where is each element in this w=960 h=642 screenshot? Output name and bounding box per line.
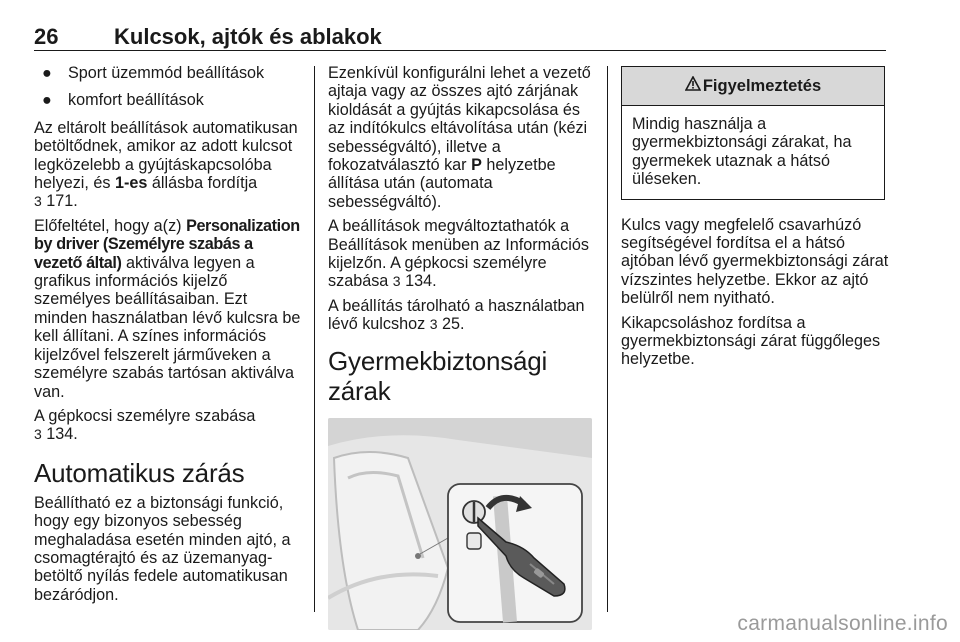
reference-arrow-icon: 3: [34, 426, 42, 443]
paragraph: A gépkocsi személyre szabása 3 134.: [34, 406, 256, 444]
bullet-icon: ●: [42, 91, 52, 110]
reference-arrow-icon: 3: [429, 316, 438, 333]
list-item: ● komfort beállítások: [42, 91, 204, 110]
reference-arrow-icon: 3: [392, 273, 401, 290]
section-heading-auto-lock: Automatikus zárás: [34, 457, 245, 488]
paragraph: Az eltárolt beállítások automatikusan betöltődnek, amikor az adott kulcsot legközelebb a gyújtáskapcsolóba helyezi, és 1-es állásba fordítja 3 171.: [34, 118, 298, 211]
column-divider-1: [314, 66, 315, 612]
paragraph: A beállítások megváltoztathatók a Beállítások menüben az Információs kijelzőn. A gépkocsi személyre szabása 3 134.: [328, 217, 589, 291]
warning-header: [622, 67, 884, 106]
chapter-title: Kulcsok, ajtók és ablakok: [114, 24, 382, 49]
warning-body: Mindig használja a gyermekbiztonsági zárakat, ha gyermekek utaznak a hátsó üléseken.: [632, 115, 852, 189]
child-lock-illustration: [328, 418, 592, 630]
settings-list: [34, 64, 302, 110]
paragraph: A beállítás tárolható a használatban lévő kulcshoz 3 25.: [328, 296, 585, 334]
child-lock-drawing: [328, 418, 592, 630]
paragraph: Beállítható ez a biztonsági funkció, hogy egy bizonyos sebesség meghaladása esetén minden ajtó, a csomagtérajtó és az üzemanyag-betöltő nyílás fedele automatikusan bezáródjon.: [34, 493, 291, 604]
page-number: 26: [34, 24, 59, 49]
warning-title: Figyelmeztetés: [702, 76, 822, 95]
paragraph: Kikapcsoláshoz fordítsa a gyermekbiztonsági zárat függőleges helyzetbe.: [621, 313, 881, 369]
section-heading-child-locks: Gyermekbiztonsági zárak: [328, 345, 548, 406]
column-3: [621, 64, 891, 375]
column-divider-2: [607, 66, 608, 612]
page-reference-link[interactable]: 3 134.: [34, 425, 78, 444]
page-reference-link[interactable]: 3 25.: [429, 315, 465, 334]
paragraph: Ezenkívül konfigurálni lehet a vezető ajtaja vagy az összes ajtó zárjának kioldását a gyújtás kikapcsolása és az indítókulcs eltávolítása után (kézi sebességváltó), illetve a fokozatválasztó kar P helyzetbe állítása után (automata sebességváltó).: [328, 64, 591, 211]
paragraph: Előfeltétel, hogy a(z) Personalization by driver (Személyre szabás a vezető által) aktiválva legyen a grafikus információs kijelző személyes beállításaiban. Ezt minden használatban lévő kulcsra be kell állítani. A színes információs kijelzővel felszerelt járműveken a személyre szabás tartósan aktiválva van.: [34, 216, 301, 401]
bullet-icon: ●: [42, 64, 52, 82]
column-2: [328, 64, 596, 630]
reference-arrow-icon: 3: [34, 193, 42, 210]
paragraph: Kulcs vagy megfelelő csavarhúzó segítségével fordítsa el a hátsó ajtóban lévő gyermekbiztonsági zárat vízszintes helyzetbe. Ekkor az ajtó belülről nem nyitható.: [621, 215, 889, 308]
warning-triangle-icon: [685, 76, 701, 95]
page-reference-link[interactable]: 3 171.: [34, 192, 78, 211]
column-1: [34, 64, 302, 610]
watermark: carmanualsonline.info: [737, 612, 948, 635]
page-reference-link[interactable]: 3 134.: [392, 272, 437, 291]
list-item: ● Sport üzemmód beállítások: [42, 64, 265, 82]
page-header: [34, 24, 886, 51]
warning-box: [621, 66, 885, 200]
